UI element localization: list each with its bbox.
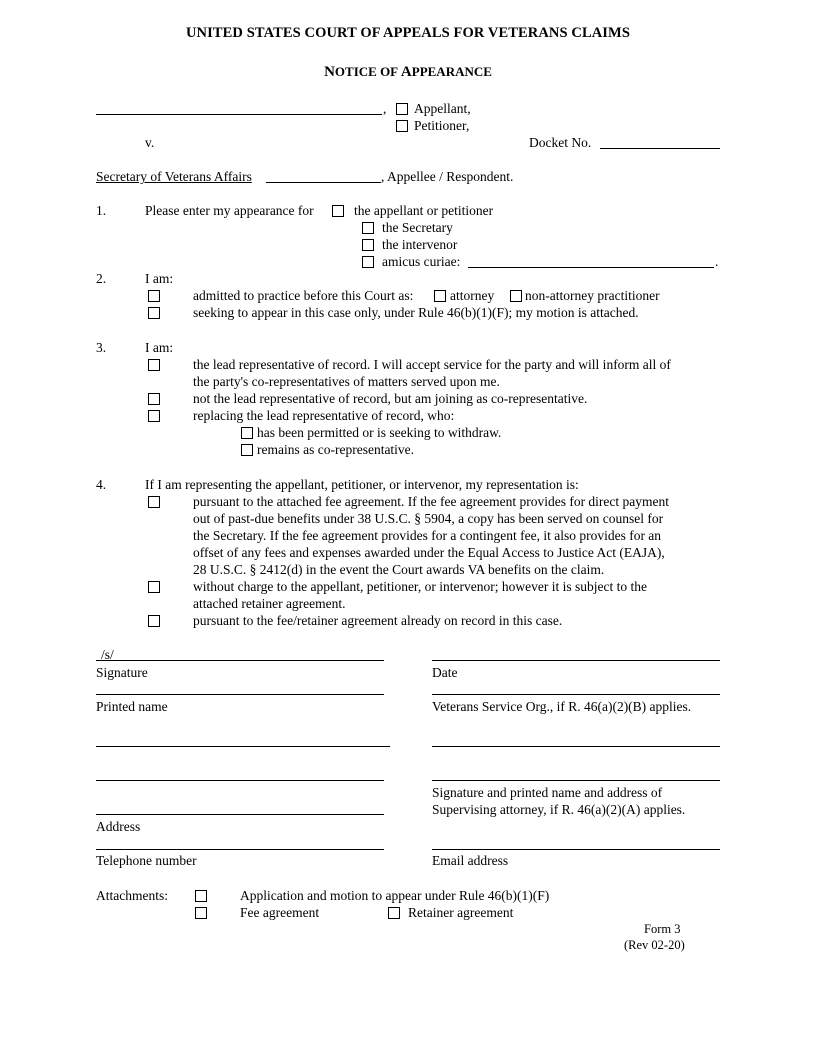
appearance-appellant-label: the appellant or petitioner [354,203,494,218]
petitioner-checkbox[interactable] [396,120,408,132]
appellant-checkbox[interactable] [396,103,408,115]
supervising-label: Signature and printed name and address of [432,785,663,800]
not-lead-label: not the lead representative of record, but am joining as co-representative. [193,391,588,406]
without-charge-label: without charge to the appellant, petitioner, or intervenor; however it is subject to the [193,579,647,594]
printed-name-label: Printed name [96,699,168,714]
not-lead-checkbox[interactable] [148,393,160,405]
section-4-lead: If I am representing the appellant, petitioner, or intervenor, my representation is: [145,477,579,492]
fee-agreement-label: 28 U.S.C. § 2412(d) in the event the Court awards VA benefits on the claim. [193,562,605,577]
seeking-label: seeking to appear in this case only, under Rule 46(b)(1)(F); my motion is attached. [193,305,639,320]
address-line-3[interactable] [96,814,384,815]
fee-agreement-label: pursuant to the attached fee agreement. If the fee agreement provides for direct payment [193,494,670,509]
address-line-2[interactable] [96,780,384,781]
signature-value: /s/ [101,647,114,662]
without-charge-checkbox[interactable] [148,581,160,593]
versus-label: v. [145,135,155,150]
page-title: UNITED STATES COURT OF APPEALS FOR VETERANS CLAIMS [185,25,630,41]
date-label: Date [432,665,458,680]
email-line[interactable] [432,849,720,850]
party-name-line[interactable] [96,114,382,115]
lead-rep-label-cont: the party's co-representatives of matters served upon me. [193,374,500,389]
section-1-number: 1. [96,203,107,218]
email-label: Email address [432,853,509,868]
application-checkbox[interactable] [195,890,207,902]
amicus-period: . [715,254,719,269]
telephone-line[interactable] [96,849,384,850]
signature-label: Signature [96,665,148,680]
telephone-label: Telephone number [96,853,197,868]
section-3-lead: I am: [145,340,174,355]
admitted-label: admitted to practice before this Court as: [193,288,414,303]
appellee-name: Secretary of Veterans Affairs [96,169,252,184]
retainer-label: Retainer agreement [408,905,514,920]
replacing-label: replacing the lead representative of record, who: [193,408,455,423]
vso-label: Veterans Service Org., if R. 46(a)(2)(B) applies. [432,699,692,714]
section-4-number: 4. [96,477,107,492]
appearance-appellant-checkbox[interactable] [332,205,344,217]
fee-attachment-checkbox[interactable] [195,907,207,919]
address-line-1[interactable] [96,746,390,747]
date-line[interactable] [432,660,720,661]
application-label: Application and motion to appear under Rule 46(b)(1)(F) [240,888,550,903]
lead-rep-label: the lead representative of record. I will accept service for the party and will inform all of [193,357,671,372]
appearance-intervenor-label: the intervenor [382,237,458,252]
lead-rep-checkbox[interactable] [148,359,160,371]
printed-name-line[interactable] [96,694,384,695]
amicus-name-line[interactable] [468,267,714,268]
appearance-secretary-checkbox[interactable] [362,222,374,234]
supervising-line-2[interactable] [432,780,720,781]
appearance-secretary-label: the Secretary [382,220,453,235]
withdraw-checkbox[interactable] [241,427,253,439]
seeking-checkbox[interactable] [148,307,160,319]
remains-label: remains as co-representative. [257,442,415,457]
withdraw-label: has been permitted or is seeking to withdraw. [257,425,502,440]
address-label: Address [96,819,141,834]
on-record-label: pursuant to the fee/retainer agreement already on record in this case. [193,613,563,628]
fee-agreement-label: offset of any fees and expenses awarded under the Equal Access to Justice Act (EAJA), [193,545,665,560]
on-record-checkbox[interactable] [148,615,160,627]
fee-agreement-label: the Secretary. If the fee agreement provides for a contingent fee, it also provides for an [193,528,662,543]
section-2-lead: I am: [145,271,174,286]
caption-comma: , [383,101,387,116]
remains-checkbox[interactable] [241,444,253,456]
supervising-line-1[interactable] [432,746,720,747]
fee-agreement-label: out of past-due benefits under 38 U.S.C. § 5904, a copy has been served on counsel for [193,511,664,526]
attorney-label: attorney [450,288,495,303]
fee-attachment-label: Fee agreement [240,905,320,920]
appearance-amicus-label: amicus curiae: [382,254,461,269]
page-subtitle: NOTICE OF APPEARANCE [324,64,492,80]
section-3-number: 3. [96,340,107,355]
without-charge-label-cont: attached retainer agreement. [193,596,346,611]
form-revision: (Rev 02-20) [624,938,685,952]
attachments-label: Attachments: [96,888,168,903]
section-2-number: 2. [96,271,107,286]
non-attorney-label: non-attorney practitioner [525,288,660,303]
retainer-checkbox[interactable] [388,907,400,919]
signature-line[interactable] [96,660,384,661]
admitted-checkbox[interactable] [148,290,160,302]
supervising-label-cont: Supervising attorney, if R. 46(a)(2)(A) applies. [432,802,686,817]
replacing-checkbox[interactable] [148,410,160,422]
docket-label: Docket No. [529,135,592,150]
non-attorney-checkbox[interactable] [510,290,522,302]
form-number: Form 3 [644,922,681,936]
petitioner-label: Petitioner, [414,118,470,133]
docket-number-line[interactable] [600,148,720,149]
attorney-checkbox[interactable] [434,290,446,302]
fee-agreement-checkbox[interactable] [148,496,160,508]
appearance-intervenor-checkbox[interactable] [362,239,374,251]
appearance-amicus-checkbox[interactable] [362,256,374,268]
appellant-label: Appellant, [414,101,471,116]
section-1-lead: Please enter my appearance for [145,203,314,218]
vso-line[interactable] [432,694,720,695]
appellee-label: , Appellee / Respondent. [381,169,514,184]
appellee-line [266,182,381,183]
